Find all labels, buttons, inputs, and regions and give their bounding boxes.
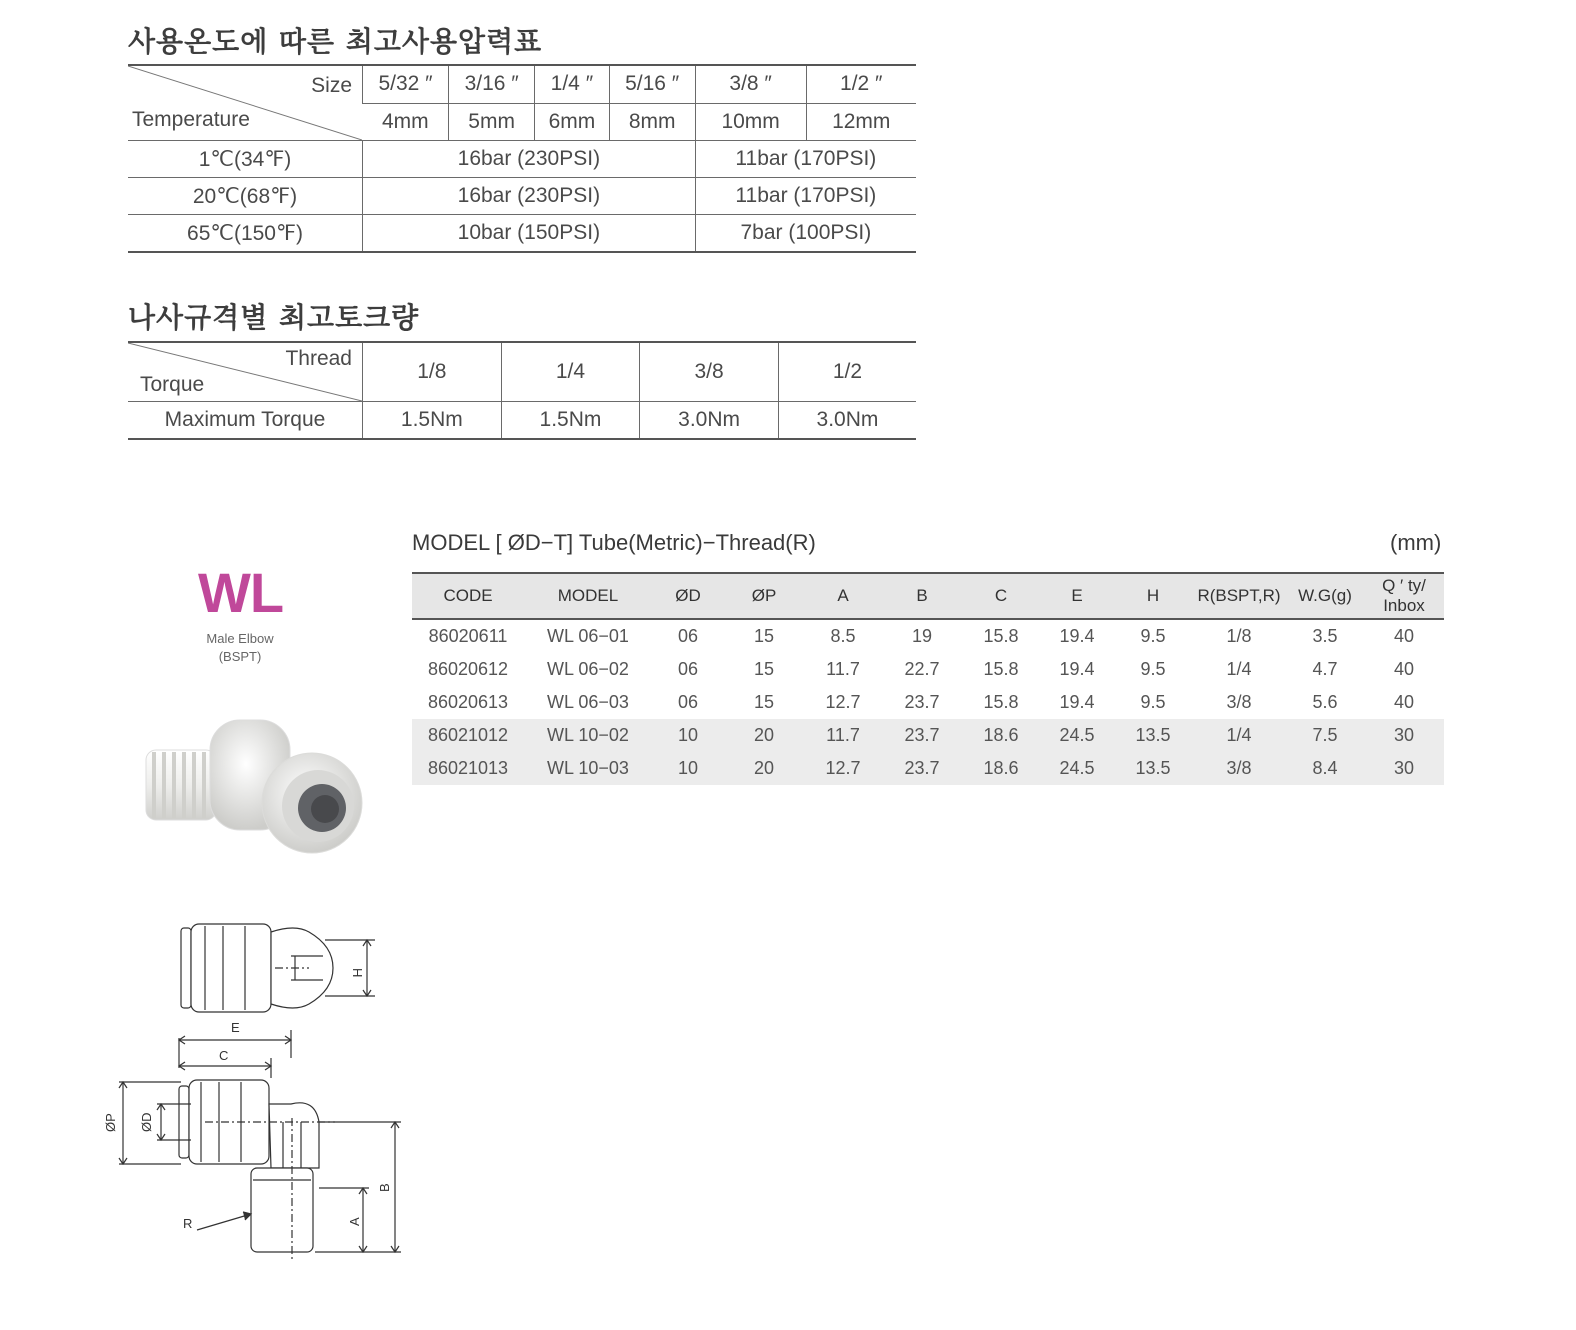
temperature-cell: 1℃(34℉): [128, 141, 363, 178]
table-cell: 40: [1393, 659, 1415, 679]
table-cell: 5.6: [1312, 692, 1338, 712]
thread-size-cell: 1/4: [501, 342, 640, 402]
table-cell: 22.7: [904, 659, 940, 679]
table-cell: 15: [753, 692, 775, 712]
table-cell: 13.5: [1114, 752, 1192, 785]
header-cell: A: [804, 573, 882, 619]
table-cell: WL 06−02: [547, 659, 629, 679]
side-view: [179, 1080, 335, 1262]
header-cell: ØD: [652, 573, 724, 619]
size-inch-cell: 1/2 ″: [806, 65, 916, 103]
table-cell: 18.6: [962, 752, 1040, 785]
table-cell: 86021013: [412, 752, 524, 785]
pressure-table: [128, 64, 916, 253]
pressure-large-cell: 11bar (170PSI): [695, 141, 916, 178]
table-cell: 9.5: [1140, 659, 1166, 679]
table-cell: 9.5: [1140, 692, 1166, 712]
torque-value-cell: 1.5Nm: [501, 402, 640, 440]
model-table-header: [412, 573, 1444, 619]
dim-label-b: B: [377, 1183, 392, 1192]
table-cell: 1/8: [1226, 626, 1252, 646]
table-row: [412, 619, 1444, 653]
table-cell: 86020611: [428, 626, 508, 646]
header-cell: MODEL: [524, 573, 652, 619]
table-cell: 18.6: [962, 719, 1040, 752]
dim-label-h: H: [350, 968, 365, 978]
table-cell: 10: [652, 719, 724, 752]
table-cell: 06: [677, 626, 699, 646]
table-cell: 12.7: [825, 692, 861, 712]
pressure-large-cell: 7bar (100PSI): [695, 215, 916, 253]
pressure-small-cell: 16bar (230PSI): [363, 178, 696, 215]
size-mm-cell: 10mm: [695, 103, 806, 141]
pressure-table-title: 사용온도에 따른 최고사용압력표: [128, 25, 543, 58]
size-mm-cell: 12mm: [806, 103, 916, 141]
model-table: [412, 572, 1444, 785]
model-table-unit: (mm): [1390, 530, 1442, 555]
corner-thread-label: Thread: [285, 347, 352, 370]
table-cell: 8.4: [1286, 752, 1364, 785]
table-cell: 86020612: [427, 659, 509, 679]
product-photo: [140, 700, 370, 860]
dim-label-op: ØP: [103, 1113, 118, 1132]
thread-size-cell: 1/8: [363, 342, 502, 402]
table-cell: 15.8: [983, 659, 1019, 679]
table-cell: 13.5: [1114, 719, 1192, 752]
thread-size-cell: 3/8: [640, 342, 779, 402]
corner-temperature-label: Temperature: [132, 108, 250, 131]
table-cell: 19.4: [1059, 692, 1095, 712]
pressure-corner-cell: [128, 65, 363, 141]
table-cell: WL 10−03: [524, 752, 652, 785]
table-cell: 40: [1393, 692, 1415, 712]
max-torque-label: Maximum Torque: [128, 402, 363, 440]
header-cell: CODE: [412, 573, 524, 619]
product-subtitle: [180, 630, 300, 666]
table-cell: WL 06−01: [547, 626, 629, 646]
torque-value-cell: 3.0Nm: [640, 402, 779, 440]
product-thread-type: (BSPT): [218, 649, 262, 664]
header-cell: W.G(g): [1286, 573, 1364, 619]
header-cell: ØP: [724, 573, 804, 619]
table-cell: 24.5: [1040, 752, 1114, 785]
table-cell: 15.8: [983, 626, 1019, 646]
size-inch-cell: 3/8 ″: [695, 65, 806, 103]
temperature-cell: 65℃(150℉): [128, 215, 363, 253]
table-cell: 24.5: [1040, 719, 1114, 752]
table-cell: 06: [677, 692, 699, 712]
corner-size-label: Size: [311, 74, 352, 97]
table-cell: 30: [1364, 719, 1444, 752]
table-cell: 23.7: [882, 752, 962, 785]
header-cell: E: [1040, 573, 1114, 619]
table-cell: 20: [724, 719, 804, 752]
header-cell: B: [882, 573, 962, 619]
table-cell: 15: [753, 626, 775, 646]
torque-table-title: 나사규격별 최고토크량: [128, 301, 420, 334]
size-inch-cell: 1/4 ″: [535, 65, 609, 103]
dim-label-e: E: [231, 1020, 240, 1035]
table-cell: 86021012: [412, 719, 524, 752]
table-cell: 15.8: [983, 692, 1019, 712]
thread-size-cell: 1/2: [778, 342, 916, 402]
product-name: Male Elbow: [206, 631, 274, 646]
torque-table: [128, 341, 916, 440]
table-cell: 3.5: [1312, 626, 1338, 646]
temperature-cell: 20℃(68℉): [128, 178, 363, 215]
table-cell: 11.7: [804, 719, 882, 752]
table-cell: 7.5: [1286, 719, 1364, 752]
table-cell: 19.4: [1059, 626, 1095, 646]
table-cell: 8.5: [830, 626, 856, 646]
dim-label-a: A: [347, 1217, 362, 1226]
table-cell: 30: [1364, 752, 1444, 785]
size-inch-cell: 5/32 ″: [363, 65, 449, 103]
table-cell: 06: [677, 659, 699, 679]
corner-torque-label: Torque: [140, 373, 205, 396]
header-cell: C: [962, 573, 1040, 619]
table-cell: 20: [724, 752, 804, 785]
dim-label-od: ØD: [139, 1112, 154, 1132]
top-view: [181, 924, 375, 1012]
torque-value-cell: 3.0Nm: [778, 402, 916, 440]
pressure-small-cell: 16bar (230PSI): [363, 141, 696, 178]
table-cell: 23.7: [882, 719, 962, 752]
technical-drawing: [95, 918, 415, 1268]
torque-corner-cell: [128, 342, 363, 402]
size-inch-cell: 5/16 ″: [609, 65, 695, 103]
table-cell: 1/4: [1192, 719, 1286, 752]
model-table-caption: MODEL [ ØD−T] Tube(Metric)−Thread(R): [412, 530, 816, 555]
table-cell: 9.5: [1140, 626, 1166, 646]
table-row: [412, 752, 1444, 785]
table-cell: 15: [753, 659, 775, 679]
table-cell: 1/4: [1226, 659, 1252, 679]
table-cell: 40: [1393, 626, 1415, 646]
table-cell: 19.4: [1059, 659, 1095, 679]
dim-label-r: R: [183, 1216, 193, 1231]
table-cell: 11.7: [826, 659, 860, 679]
header-cell: R(BSPT,R): [1192, 573, 1286, 619]
pressure-small-cell: 10bar (150PSI): [363, 215, 696, 253]
torque-value-cell: 1.5Nm: [363, 402, 502, 440]
pressure-large-cell: 11bar (170PSI): [695, 178, 916, 215]
table-cell: WL 10−02: [524, 719, 652, 752]
product-logo: WL: [198, 561, 284, 624]
header-cell: H: [1114, 573, 1192, 619]
table-row: [412, 719, 1444, 752]
size-mm-cell: 6mm: [535, 103, 609, 141]
table-cell: 4.7: [1312, 659, 1338, 679]
size-mm-cell: 8mm: [609, 103, 695, 141]
table-row: [412, 686, 1444, 719]
table-row: [412, 653, 1444, 686]
table-cell: 19: [911, 626, 933, 646]
table-cell: 3/8: [1226, 692, 1252, 712]
table-cell: 10: [652, 752, 724, 785]
table-cell: 86020613: [427, 692, 509, 712]
table-cell: WL 06−03: [547, 692, 629, 712]
header-cell: Q ′ ty/ Inbox: [1364, 573, 1444, 619]
size-inch-cell: 3/16 ″: [449, 65, 535, 103]
size-mm-cell: 4mm: [363, 103, 449, 141]
dim-label-c: C: [219, 1048, 229, 1063]
table-cell: 12.7: [804, 752, 882, 785]
table-cell: 3/8: [1192, 752, 1286, 785]
table-cell: 23.7: [904, 692, 940, 712]
size-mm-cell: 5mm: [449, 103, 535, 141]
